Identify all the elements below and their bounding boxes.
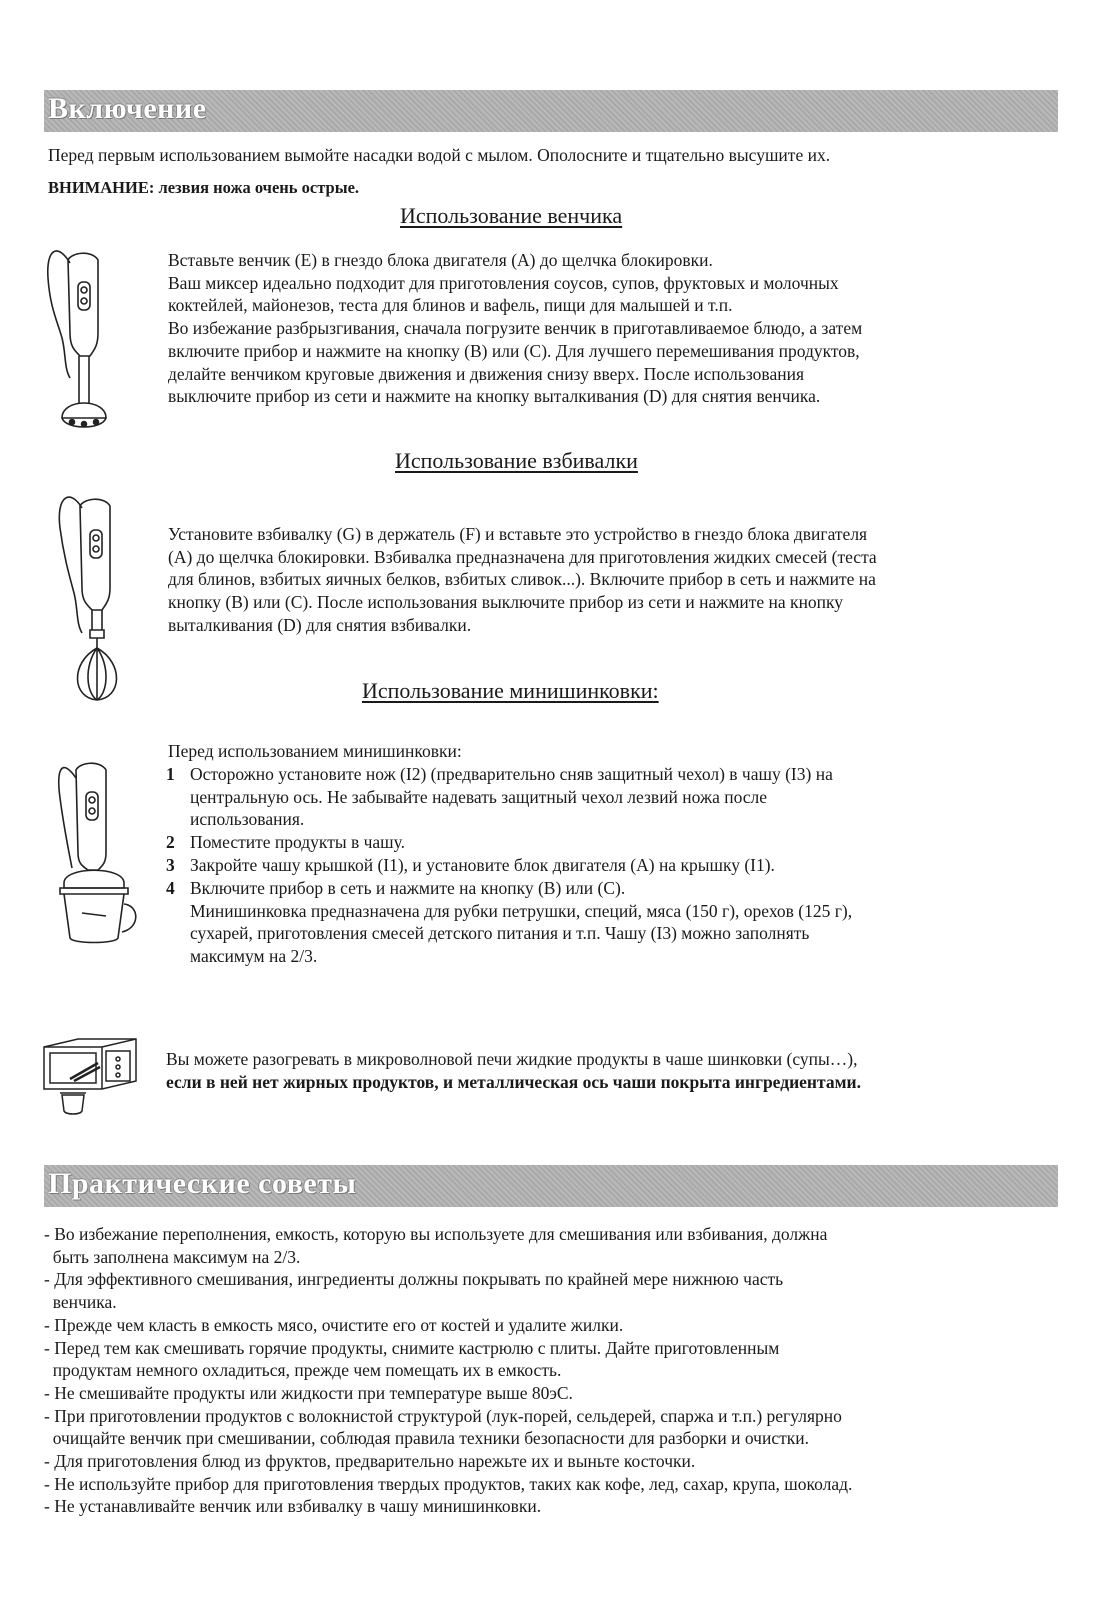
section-title: Практические советы [48,1167,357,1200]
tip-line: - Для приготовления блюд из фруктов, предварительно нарежьте их и выньте косточки. [44,1451,696,1472]
step-line: центральную ось. Не забывайте надевать защитный чехол лезвий ножа после [190,786,768,807]
heading-beater: Использование взбивалки [395,448,638,473]
note-line-bold: если в ней нет жирных продуктов, и металлическая ось чаши покрыта ингредиентами. [166,1071,861,1092]
paragraph-line: выталкивания (D) для снятия взбивалки. [168,614,472,635]
paragraph-line: включите прибор и нажмите на кнопку (B) или (C). Для лучшего перемешивания продуктов, [168,340,860,361]
paragraph-line: для блинов, взбитых яичных белков, взбитых сливок...). Включите прибор в сеть и нажмите на [168,569,876,590]
step-line: использования. [190,809,305,830]
step-number: 4 [166,878,175,898]
tip-line: быть заполнена максимум на 2/3. [44,1246,301,1267]
tip-line: - Не устанавливайте венчик или взбивалку в чашу минишинковки. [44,1496,542,1517]
microwave-illustration [40,1035,140,1117]
step-line: максимум на 2/3. [190,946,318,967]
step-line: Осторожно установите нож (I2) (предварительно сняв защитный чехол) в чашу (I3) на [190,764,833,784]
section-banner-tips [44,1165,1058,1207]
step-3 [190,854,775,877]
step-line: Включите прибор в сеть и нажмите на кнопку (B) или (C). [190,878,626,898]
paragraph-line: Ваш миксер идеально подходит для приготовления соусов, супов, фруктовых и молочных [168,272,839,293]
tip-line: - Не используйте прибор для приготовления твердых продуктов, таких как кофе, лед, сахар, крупа, шоколад. [44,1473,853,1494]
paragraph-line: Во избежание разбрызгивания, сначала погрузите венчик в приготавливаемое блюдо, а затем [168,318,863,339]
tip-line: продуктам немного охладиться, прежде чем помещать их в емкость. [44,1360,562,1381]
step-2 [190,831,405,854]
step-4 [190,877,852,968]
paragraph-line: (A) до щелчка блокировки. Взбивалка предназначена для приготовления жидких смесей (теста [168,546,877,567]
tip-line: - Для эффективного смешивания, ингредиенты должны покрывать по крайней мере нижнюю часть [44,1269,784,1290]
step-line: Поместите продукты в чашу. [190,832,406,852]
paragraph-line: Вставьте венчик (E) в гнездо блока двигателя (A) до щелчка блокировки. [168,250,713,270]
tip-line: очищайте венчик при смешивании, соблюдая правила техники безопасности для разборки и очистки. [44,1428,810,1449]
intro-text: Перед первым использованием вымойте насадки водой с мылом. Ополосните и тщательно высушите их. [48,145,831,165]
paragraph-line: выключите прибор из сети и нажмите на кнопку выталкивания (D) для снятия венчика. [168,386,821,407]
chopper-intro: Перед использованием минишинковки: [168,741,462,761]
heading-chopper: Использование минишинковки: [362,678,659,703]
step-number: 3 [166,855,175,875]
paragraph-line: Установите взбивалку (G) в держатель (F) и вставьте это устройство в гнездо блока двигателя [168,524,868,544]
blender-foot-illustration [40,238,120,443]
paragraph-line: кнопку (B) или (C). После использования выключите прибор из сети и нажмите на кнопку [168,592,844,613]
beater-paragraph [168,523,877,637]
paragraph-line: делайте венчиком круговые движения и движения снизу вверх. После использования [168,363,805,384]
blender-chopper-illustration [52,748,152,953]
tip-line: - Перед тем как смешивать горячие продукты, снимите кастрюлю с плиты. Дайте приготовленным [44,1337,780,1358]
step-1 [190,763,833,831]
heading-whisk: Использование венчика [400,203,623,228]
tips-list [44,1223,852,1518]
section-title: Включение [48,92,207,125]
step-number: 1 [166,764,175,784]
step-line: Закройте чашу крышкой (I1), и установите блок двигателя (A) на крышку (I1). [190,855,775,875]
blender-whisk-illustration [50,488,130,708]
step-number: 2 [166,832,175,852]
tip-line: - При приготовлении продуктов с волокнистой структурой (лук-порей, сельдерей, спаржа и т.п.) регулярно [44,1405,842,1426]
tip-line: - Прежде чем класть в емкость мясо, очистите его от костей и удалите жилки. [44,1314,624,1335]
warning-text: ВНИМАНИЕ: лезвия ножа очень острые. [48,178,360,197]
whisk-paragraph [168,249,862,408]
microwave-note [166,1048,861,1093]
tip-line: венчика. [44,1292,117,1313]
tip-line: - Во избежание переполнения, емкость, которую вы используете для смешивания или взбивания, должна [44,1224,828,1244]
step-line: Минишинковка предназначена для рубки петрушки, специй, мяса (150 г), орехов (125 г), [190,900,853,921]
tip-line: - Не смешивайте продукты или жидкости при температуре выше 80эС. [44,1382,573,1403]
step-line: сухарей, приготовления смесей детского питания и т.п. Чашу (I3) можно заполнять [190,923,810,944]
section-banner-vkluchenie [44,90,1058,132]
paragraph-line: коктейлей, майонезов, теста для блинов и вафель, пищи для малышей и т.п. [168,295,733,316]
note-line: Вы можете разогревать в микроволновой печи жидкие продукты в чаше шинковки (супы…), [166,1049,858,1069]
